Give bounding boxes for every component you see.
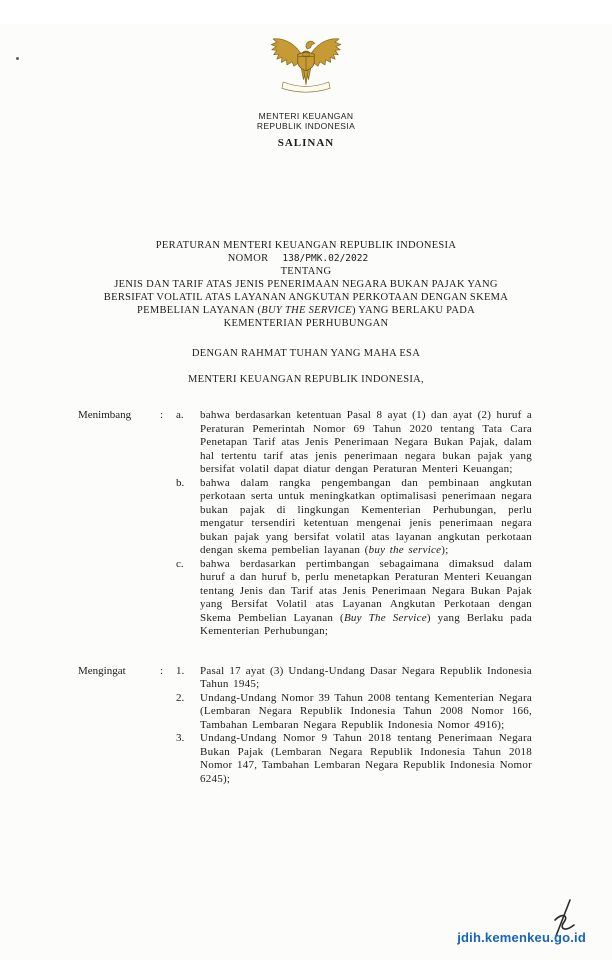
item-text-main: Pasal 17 ayat (3) Undang-Undang Dasar Negara Republik Indonesia Tahun 1945; <box>200 664 532 690</box>
preamble-clauses <box>0 409 612 786</box>
nomor-value: 138/PMK.02/2022 <box>282 253 369 264</box>
item-text <box>200 409 532 477</box>
tentang-label: TENTANG <box>280 266 332 277</box>
regulation-subject <box>100 278 512 330</box>
mengingat-item-2 <box>176 692 532 733</box>
item-marker: c. <box>176 557 184 570</box>
menimbang-item-a <box>176 409 532 477</box>
scan-artifact-dot <box>16 57 19 60</box>
mengingat-label: Mengingat <box>78 664 126 677</box>
item-marker: 2. <box>176 691 185 704</box>
item-text <box>200 665 532 692</box>
regulation-heading: PERATURAN MENTERI KEUANGAN REPUBLIK INDONESIA <box>155 240 457 251</box>
menimbang-section <box>78 409 532 639</box>
menimbang-items <box>176 409 532 639</box>
emblem-container <box>0 24 612 107</box>
mengingat-items <box>176 665 532 787</box>
regulation-title-block <box>0 239 612 330</box>
grace-line: DENGAN RAHMAT TUHAN YANG MAHA ESA <box>191 348 421 359</box>
mengingat-item-3 <box>176 732 532 786</box>
item-marker: 3. <box>176 732 185 744</box>
item-text-main: Undang-Undang Nomor 39 Tahun 2008 tentang Kementerian Negara (Lembaran Negara Republik Indonesia Tahun 2008 Nomor 166, Tambahan Lembaran Negara Republik Indonesia Nomor 4916); <box>200 691 532 731</box>
authority-line: MENTERI KEUANGAN REPUBLIK INDONESIA, <box>188 374 424 385</box>
regulation-number-line <box>0 252 604 265</box>
ministry-name: MENTERI KEUANGAN <box>258 111 354 121</box>
document-page <box>0 24 612 960</box>
item-text-italic: buy the service <box>368 544 442 556</box>
item-text <box>200 558 532 639</box>
item-marker: b. <box>176 476 185 489</box>
menimbang-colon: : <box>160 409 164 421</box>
mengingat-section <box>78 665 532 787</box>
menimbang-item-b <box>176 477 532 558</box>
garuda-pancasila-emblem-icon <box>268 24 344 107</box>
item-text <box>200 477 532 558</box>
item-text-main: bahwa berdasarkan ketentuan Pasal 8 ayat (1) dan ayat (2) huruf a Peraturan Pemerintah Nomor 69 Tahun 2020 tentang Tata Cara Penetapan Tarif atas Jenis Penerimaan Negara Bukan Pajak, dalam hal tertentu tarif atas jenis penerimaan negara bukan pajak yang bersifat volatil dapat diatur dengan Peraturan Menteri Keuangan; <box>200 409 532 475</box>
item-marker: 1. <box>176 664 185 677</box>
jdih-link[interactable]: jdih.kemenkeu.go.id <box>457 930 586 945</box>
ministry-country: REPUBLIK INDONESIA <box>256 121 356 131</box>
item-text-post: ) yang Berlaku pada Kementerian Perhubungan; <box>200 611 532 637</box>
menimbang-label: Menimbang <box>78 409 132 421</box>
item-text <box>200 732 532 786</box>
item-text-main: bahwa dalam rangka pengembangan dan pembinaan angkutan perkotaan serta untuk meningkatkan optimalisasi penerimaan negara bukan pajak di lingkungan Kementerian Perhubungan, perlu mengatur tersendiri ketentuan mengenai jenis penerimaan negara bukan pajak yang bersifat volatil atas layanan angkutan perkotaan dengan skema pembelian layanan ( <box>200 476 532 556</box>
salinan-label: SALINAN <box>277 137 335 149</box>
item-text-main: bahwa berdasarkan pertimbangan sebagaimana dimaksud dalam huruf a dan huruf b, perlu menetapkan Peraturan Menteri Keuangan tentang Jenis dan Tarif atas Jenis Penerimaan Negara Bukan Pajak yang Bersifat Volatil atas Layanan Angkutan Perkotaan dengan Skema Pembelian Layanan ( <box>200 557 532 624</box>
item-text-main: Undang-Undang Nomor 9 Tahun 2018 tentang Penerimaan Negara Bukan Pajak (Lembaran Negara Republik Indonesia Tahun 2018 Nomor 147, Tambahan Lembaran Negara Republik Indonesia Nomor 6245); <box>200 732 532 785</box>
nomor-label: NOMOR <box>227 253 269 264</box>
item-text <box>200 692 532 733</box>
letterhead <box>0 111 612 131</box>
menimbang-item-c <box>176 558 532 639</box>
item-marker: a. <box>176 409 184 421</box>
mengingat-colon: : <box>160 664 164 677</box>
subject-text-post: ) YANG BERLAKU PADA KEMENTERIAN PERHUBUNGAN <box>223 305 475 329</box>
subject-text-italic: BUY THE SERVICE <box>261 305 352 316</box>
item-text-italic: Buy The Service <box>343 611 427 624</box>
subject-text-pre: JENIS DAN TARIF ATAS JENIS PENERIMAAN NEGARA BUKAN PAJAK YANG BERSIFAT VOLATIL ATAS LAYANAN ANGKUTAN PERKOTAAN DENGAN SKEMA PEMBELIAN LAYANAN ( <box>103 279 509 316</box>
mengingat-item-1 <box>176 665 532 692</box>
item-text-post: ); <box>441 544 449 556</box>
